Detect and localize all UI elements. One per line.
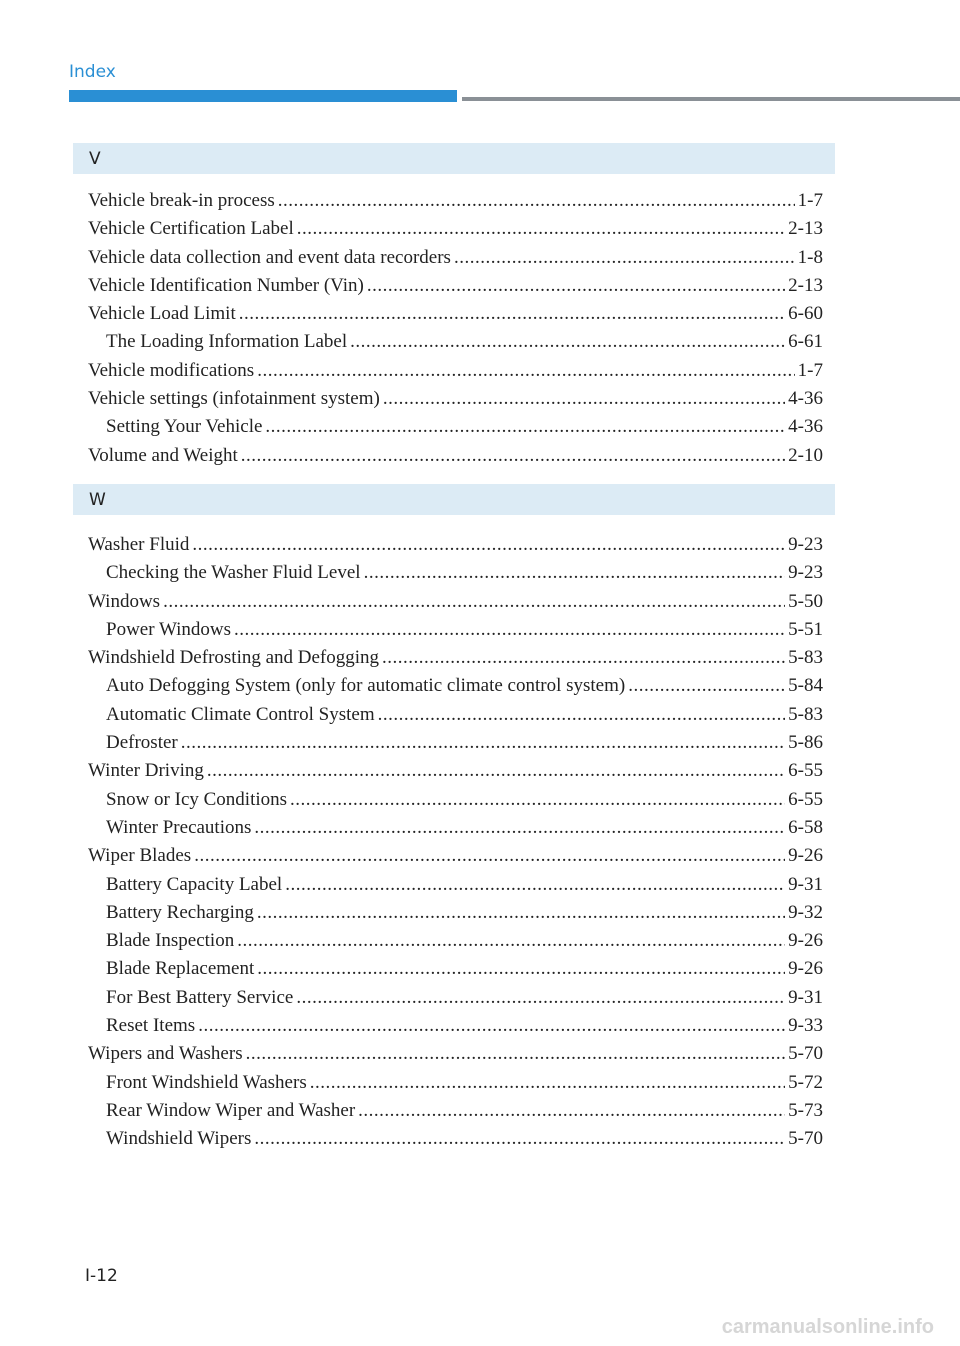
dot-leader	[382, 644, 785, 672]
entry-label: Battery Recharging	[106, 901, 254, 923]
index-entry	[88, 588, 823, 616]
dot-leader	[628, 672, 785, 700]
entry-page-ref: 9-23	[788, 534, 823, 555]
entry-page-ref: 1-7	[797, 359, 823, 381]
index-entry	[88, 442, 823, 470]
entry-label: Winter Driving	[88, 760, 204, 782]
dot-leader	[192, 531, 785, 559]
entry-label: Reset Items	[106, 1015, 196, 1037]
entry-page-ref: 5-72	[788, 1071, 823, 1093]
index-subentry	[88, 328, 823, 356]
entry-page-ref: 6-55	[788, 788, 823, 810]
entry-page-ref: 6-61	[788, 331, 823, 353]
entry-label: Blade Inspection	[106, 930, 235, 952]
entry-label: Winter Precautions	[106, 816, 252, 838]
entry-label: Windshield Defrosting and Defogging	[88, 647, 380, 669]
dot-leader	[163, 588, 785, 616]
index-subentry	[88, 814, 823, 842]
index-subentry	[88, 1125, 823, 1153]
entry-label: Washer Fluid	[88, 534, 190, 555]
entry-label: Windows	[88, 590, 161, 612]
dot-leader	[257, 357, 794, 385]
entry-label: Vehicle Load Limit	[88, 303, 236, 325]
dot-leader	[198, 1012, 785, 1040]
entry-page-ref: 5-70	[788, 1128, 823, 1150]
index-subentry	[88, 559, 823, 587]
entry-page-ref: 9-26	[788, 845, 823, 867]
index-subentry	[88, 1097, 823, 1125]
entry-page-ref: 6-55	[788, 760, 823, 782]
entry-page-ref: 9-26	[788, 930, 823, 952]
entry-label: Vehicle Certification Label	[88, 218, 294, 240]
entry-page-ref: 2-13	[788, 274, 823, 296]
index-entry	[88, 357, 823, 385]
index-entry	[88, 385, 823, 413]
index-subentry	[88, 1069, 823, 1097]
index-subentry	[88, 871, 823, 899]
dot-leader	[234, 616, 785, 644]
dot-leader	[254, 814, 785, 842]
index-entry	[88, 300, 823, 328]
entry-label: Vehicle modifications	[88, 359, 255, 381]
entry-page-ref: 4-36	[788, 388, 823, 410]
entry-label: Power Windows	[106, 618, 232, 640]
entry-label: Defroster	[106, 732, 178, 754]
dot-leader	[241, 442, 785, 470]
entry-label: Vehicle settings (infotainment system)	[88, 388, 380, 410]
index-list-w	[88, 531, 823, 1154]
entry-label: Volume and Weight	[88, 444, 238, 466]
index-subentry	[88, 955, 823, 983]
index-subentry	[88, 1012, 823, 1040]
index-entry	[88, 187, 823, 215]
dot-leader	[246, 1040, 786, 1068]
dot-leader	[237, 927, 785, 955]
page-number: I-12	[85, 1266, 118, 1286]
watermark: carmanualsonline.info	[721, 1316, 934, 1338]
entry-page-ref: 5-83	[788, 647, 823, 669]
section-header-w	[73, 484, 835, 515]
entry-page-ref: 5-51	[788, 618, 823, 640]
index-subentry	[88, 786, 823, 814]
dot-leader	[207, 757, 785, 785]
entry-page-ref: 5-86	[788, 732, 823, 754]
header-accent-bar	[69, 90, 457, 102]
entry-label: Wiper Blades	[88, 845, 192, 867]
header-rule	[462, 97, 960, 101]
index-entry	[88, 842, 823, 870]
index-subentry	[88, 899, 823, 927]
entry-page-ref: 2-10	[788, 444, 823, 466]
entry-page-ref: 9-23	[788, 562, 823, 584]
dot-leader	[239, 300, 785, 328]
dot-leader	[257, 955, 785, 983]
entry-label: Setting Your Vehicle	[106, 416, 263, 438]
page-header-title: Index	[69, 62, 116, 82]
entry-label: Vehicle Identification Number (Vin)	[88, 274, 364, 296]
dot-leader	[297, 215, 785, 243]
entry-label: The Loading Information Label	[106, 331, 348, 353]
dot-leader	[350, 328, 785, 356]
entry-page-ref: 5-73	[788, 1099, 823, 1121]
index-list-v	[88, 187, 823, 470]
dot-leader	[296, 984, 785, 1012]
entry-label: Checking the Washer Fluid Level	[106, 562, 361, 584]
section-letter: W	[89, 490, 106, 510]
entry-label: Blade Replacement	[106, 958, 255, 980]
section-letter: V	[89, 149, 101, 169]
dot-leader	[364, 559, 786, 587]
entry-label: Snow or Icy Conditions	[106, 788, 288, 810]
dot-leader	[367, 272, 785, 300]
entry-page-ref: 5-83	[788, 703, 823, 725]
entry-page-ref: 1-7	[797, 190, 823, 211]
index-subentry	[88, 729, 823, 757]
entry-page-ref: 9-32	[788, 901, 823, 923]
dot-leader	[454, 244, 795, 272]
dot-leader	[285, 871, 785, 899]
entry-page-ref: 9-31	[788, 873, 823, 895]
index-subentry	[88, 672, 823, 700]
entry-page-ref: 6-58	[788, 816, 823, 838]
entry-label: Auto Defogging System (only for automatic climate control system)	[106, 675, 626, 697]
entry-page-ref: 4-36	[788, 416, 823, 438]
entry-label: Front Windshield Washers	[106, 1071, 307, 1093]
entry-page-ref: 1-8	[797, 246, 823, 268]
dot-leader	[265, 413, 785, 441]
entry-label: Automatic Climate Control System	[106, 703, 375, 725]
entry-page-ref: 9-33	[788, 1015, 823, 1037]
entry-page-ref: 9-26	[788, 958, 823, 980]
index-entry	[88, 1040, 823, 1068]
index-entry	[88, 531, 823, 559]
entry-page-ref: 5-84	[788, 675, 823, 697]
entry-label: Rear Window Wiper and Washer	[106, 1099, 356, 1121]
entry-page-ref: 2-13	[788, 218, 823, 240]
dot-leader	[383, 385, 785, 413]
entry-label: Vehicle break-in process	[88, 190, 275, 211]
index-entry	[88, 272, 823, 300]
entry-label: Battery Capacity Label	[106, 873, 283, 895]
entry-page-ref: 6-60	[788, 303, 823, 325]
index-subentry	[88, 927, 823, 955]
index-subentry	[88, 413, 823, 441]
entry-label: Wipers and Washers	[88, 1043, 243, 1065]
dot-leader	[254, 1125, 785, 1153]
dot-leader	[378, 701, 786, 729]
entry-label: For Best Battery Service	[106, 986, 294, 1008]
dot-leader	[194, 842, 785, 870]
index-entry	[88, 644, 823, 672]
index-subentry	[88, 701, 823, 729]
dot-leader	[290, 786, 785, 814]
dot-leader	[278, 187, 795, 215]
section-header-v	[73, 143, 835, 174]
index-entry	[88, 757, 823, 785]
index-subentry	[88, 616, 823, 644]
index-entry	[88, 244, 823, 272]
entry-page-ref: 5-50	[788, 590, 823, 612]
entry-label: Windshield Wipers	[106, 1128, 252, 1150]
dot-leader	[358, 1097, 785, 1125]
dot-leader	[257, 899, 785, 927]
entry-label: Vehicle data collection and event data recorders	[88, 246, 451, 268]
index-entry	[88, 215, 823, 243]
entry-page-ref: 9-31	[788, 986, 823, 1008]
index-subentry	[88, 984, 823, 1012]
dot-leader	[310, 1069, 785, 1097]
entry-page-ref: 5-70	[788, 1043, 823, 1065]
dot-leader	[181, 729, 785, 757]
